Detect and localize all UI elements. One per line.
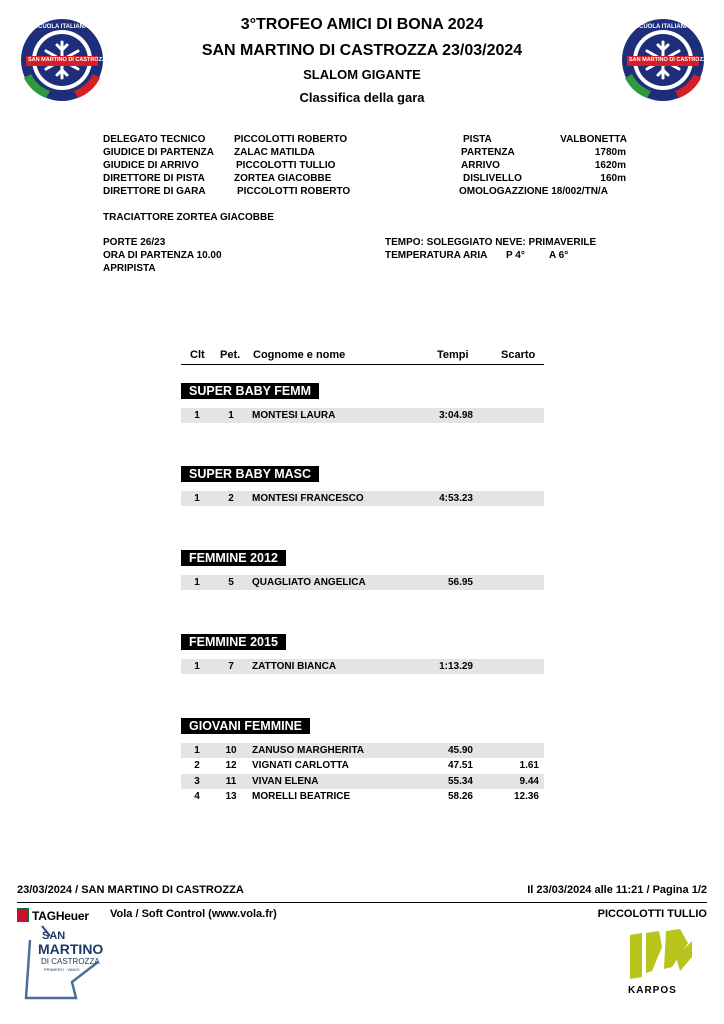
temperature-label: TEMPERATURA ARIA xyxy=(385,250,488,261)
logo-band-text: SAN MARTINO DI CASTROZZA xyxy=(629,57,711,63)
athlete-name: MONTESI FRANCESCO xyxy=(252,493,364,504)
rank: 1 xyxy=(194,661,200,672)
course-label: ARRIVO xyxy=(461,160,500,171)
event-title: 3°TROFEO AMICI DI BONA 2024 xyxy=(240,16,484,33)
tag-heuer-shield-icon xyxy=(17,908,29,922)
karpos-logo xyxy=(626,927,696,999)
course-label: DISLIVELLO xyxy=(463,173,522,184)
official-label: DELEGATO TECNICO xyxy=(103,134,206,145)
logo-top-text: SCUOLA ITALIANA SCI xyxy=(34,24,100,30)
race-time: 47.51 xyxy=(447,760,473,771)
category-header: SUPER BABY FEMM xyxy=(181,383,319,399)
rank: 1 xyxy=(194,410,200,421)
karpos-mark-icon xyxy=(626,927,696,983)
course-label: PISTA xyxy=(463,134,492,145)
table-row xyxy=(181,789,544,804)
official-label: GIUDICE DI PARTENZA xyxy=(103,147,214,158)
time-gap: 9.44 xyxy=(519,776,539,787)
athlete-name: MORELLI BEATRICE xyxy=(252,791,351,802)
category-header: FEMMINE 2015 xyxy=(181,634,286,650)
bib: 13 xyxy=(225,791,237,802)
athlete-name: VIGNATI CARLOTTA xyxy=(252,760,349,771)
official-label: GIUDICE DI ARRIVO xyxy=(103,160,199,171)
race-time: 55.34 xyxy=(447,776,473,787)
time-gap: 1.61 xyxy=(519,760,539,771)
signature: PICCOLOTTI TULLIO xyxy=(597,908,707,920)
tag-heuer-logo xyxy=(17,907,89,921)
official-label: DIRETTORE DI PISTA xyxy=(103,173,205,184)
athlete-name: MONTESI LAURA xyxy=(252,410,336,421)
table-row xyxy=(181,491,544,506)
software-credit: Vola / Soft Control (www.vola.fr) xyxy=(110,908,277,920)
rank: 1 xyxy=(194,493,200,504)
athlete-name: ZANUSO MARGHERITA xyxy=(252,745,365,756)
forerunner: APRIPISTA xyxy=(103,263,156,274)
table-row xyxy=(181,659,544,674)
col-header-pet: Pet. xyxy=(220,349,241,361)
footer-page-info: Il 23/03/2024 alle 11:21 / Pagina 1/2 xyxy=(527,884,707,896)
temperature-p: P 4° xyxy=(506,250,525,261)
table-row xyxy=(181,758,544,773)
sm-logo-line2: MARTINO xyxy=(38,941,104,957)
race-time: 3:04.98 xyxy=(439,410,473,421)
weather: TEMPO: SOLEGGIATO NEVE: PRIMAVERILE xyxy=(385,237,597,248)
bib: 11 xyxy=(225,776,237,787)
col-header-gap: Scarto xyxy=(501,349,536,361)
bib: 10 xyxy=(225,745,237,756)
temperature-a: A 6° xyxy=(549,250,569,261)
athlete-name: QUAGLIATO ANGELICA xyxy=(252,577,366,588)
event-subtitle: SAN MARTINO DI CASTROZZA 23/03/2024 xyxy=(201,42,523,59)
table-header-divider xyxy=(181,364,544,365)
course-label: PARTENZA xyxy=(461,147,515,158)
bib: 5 xyxy=(228,577,234,588)
col-header-clt: Clt xyxy=(190,349,205,361)
footer-date-place: 23/03/2024 / SAN MARTINO DI CASTROZZA xyxy=(17,884,244,896)
sm-logo-line1: SAN xyxy=(42,930,66,942)
race-time: 45.90 xyxy=(447,745,473,756)
official-value: ZALAC MATILDA xyxy=(234,147,315,158)
bib: 2 xyxy=(228,493,234,504)
san-martino-logo xyxy=(20,922,104,1004)
sm-logo-line3: DI CASTROZZA xyxy=(41,957,100,966)
race-time: 58.26 xyxy=(447,791,473,802)
bib: 1 xyxy=(228,410,234,421)
bib: 7 xyxy=(228,661,234,672)
race-time: 56.95 xyxy=(447,577,473,588)
col-header-name: Cognome e nome xyxy=(253,349,346,361)
course-value: 1620m xyxy=(594,160,626,171)
start-time: ORA DI PARTENZA 10.00 xyxy=(103,250,222,261)
official-value: ZORTEA GIACOBBE xyxy=(234,173,332,184)
time-gap: 12.36 xyxy=(513,791,539,802)
discipline: SLALOM GIGANTE xyxy=(303,67,421,82)
footer-divider xyxy=(17,902,707,903)
rank: 4 xyxy=(194,791,200,802)
category-header: GIOVANI FEMMINE xyxy=(181,718,310,734)
col-header-time: Tempi xyxy=(437,349,469,361)
rank: 3 xyxy=(194,776,200,787)
classification-title: Classifica della gara xyxy=(299,90,425,105)
logo-top-text: SCUOLA ITALIANA SCI xyxy=(635,24,701,30)
category-header: SUPER BABY MASC xyxy=(181,466,319,482)
official-label: DIRETTORE DI GARA xyxy=(103,186,206,197)
race-time: 4:53.23 xyxy=(439,493,473,504)
homologation: OMOLOGAZZIONE 18/002/TN/A xyxy=(459,186,608,197)
karpos-wordmark: KARPOS xyxy=(628,985,677,996)
rank: 1 xyxy=(194,577,200,588)
table-row xyxy=(181,408,544,423)
table-row xyxy=(181,575,544,590)
course-value: VALBONETTA xyxy=(560,134,627,145)
athlete-name: ZATTONI BIANCA xyxy=(252,661,337,672)
athlete-name: VIVAN ELENA xyxy=(252,776,319,787)
race-time: 1:13.29 xyxy=(439,661,473,672)
category-header: FEMMINE 2012 xyxy=(181,550,286,566)
tracer: TRACIATTORE ZORTEA GIACOBBE xyxy=(103,212,274,223)
course-value: 1780m xyxy=(594,147,626,158)
course-value: 160m xyxy=(600,173,626,184)
rank: 1 xyxy=(194,745,200,756)
logo-band-text: SAN MARTINO DI CASTROZZA xyxy=(28,57,110,63)
official-value: PICCOLOTTI ROBERTO xyxy=(234,134,348,145)
bib: 12 xyxy=(225,760,237,771)
official-value: PICCOLOTTI TULLIO xyxy=(236,160,336,171)
table-row xyxy=(181,743,544,758)
table-row xyxy=(181,774,544,789)
rank: 2 xyxy=(194,760,200,771)
sm-logo-line4: PRIMIERO · VANOI xyxy=(44,967,80,972)
official-value: PICCOLOTTI ROBERTO xyxy=(237,186,351,197)
gates: PORTE 26/23 xyxy=(103,237,166,248)
brand-text: TAGHeuer xyxy=(32,909,89,923)
